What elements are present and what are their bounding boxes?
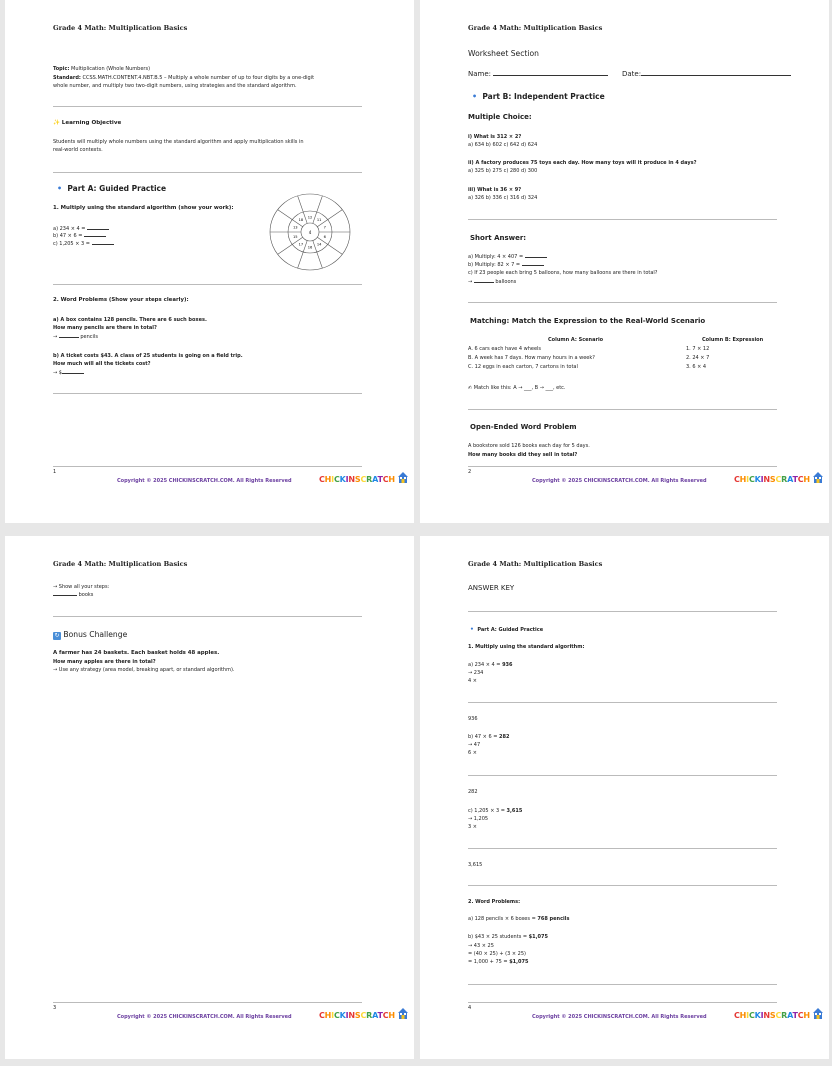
q2b-answer: → $ — [53, 370, 84, 377]
wheel-number: 16 — [307, 245, 313, 250]
footer-divider — [468, 1002, 777, 1003]
part-a-heading: • Part A: Guided Practice — [470, 626, 544, 633]
logo-letter: H — [388, 475, 395, 484]
sa-c: c) If 23 people each bring 5 balloons, how many balloons are there in total? — [468, 270, 658, 276]
logo-letter: A — [787, 475, 793, 484]
logo-letter: N — [763, 475, 770, 484]
copyright: Copyright © 2025 CHICKINSCRATCH.COM. All Rights Reserved — [117, 478, 292, 484]
mc1-options[interactable]: a) 634 b) 602 c) 642 d) 624 — [468, 142, 538, 148]
sa-c-answer: → balloons — [468, 279, 517, 285]
divider — [468, 885, 777, 886]
mc-title: Multiple Choice: — [468, 113, 532, 121]
logo-letter: N — [348, 475, 355, 484]
logo-letter: K — [754, 475, 761, 484]
answer-blank[interactable] — [62, 373, 84, 374]
divider — [468, 702, 777, 703]
q2b-line1: b) A ticket costs $43. A class of 25 students is going on a field trip. — [53, 353, 243, 359]
divider — [468, 775, 777, 776]
objective-heading: ✨ Learning Objective — [53, 120, 122, 126]
wheel-number: 11 — [316, 218, 322, 223]
wheel-center: 4 — [308, 230, 312, 235]
date-input[interactable] — [641, 75, 791, 76]
logo-letter: N — [348, 1011, 355, 1020]
logo-letter: C — [360, 475, 367, 484]
logo-letter: K — [339, 475, 346, 484]
logo-letter: T — [377, 1011, 383, 1020]
q2-title: 2. Word Problems: — [468, 899, 521, 905]
multiplication-wheel — [268, 192, 352, 272]
column-b-item: 1. 7 × 12 — [686, 346, 710, 352]
logo-letter: H — [803, 1011, 810, 1020]
wheel-number: 7 — [323, 225, 326, 230]
column-a-item: C. 12 eggs in each carton, 7 cartons in total — [468, 364, 578, 370]
word-answer-b-work3: = 1,000 + 75 = $1,075 — [468, 959, 529, 965]
logo-letter: S — [354, 475, 361, 484]
logo-letter: C — [333, 475, 340, 484]
logo-letter: C — [319, 1011, 325, 1020]
logo-letter: A — [787, 1011, 793, 1020]
logo-letter: K — [339, 1011, 346, 1020]
answer-c: c) 1,205 × 3 = 3,615 — [468, 808, 523, 814]
answer-key-title: ANSWER KEY — [468, 584, 515, 592]
wheel-number: 12 — [307, 215, 313, 220]
topic-line: Topic: Multiplication (Whole Numbers) — [53, 66, 151, 72]
logo-letter: I — [331, 1011, 334, 1020]
objective-text-1: Students will multiply whole numbers using the standard algorithm and apply multiplication skills in — [53, 139, 304, 145]
word-answer-b-work1: → 43 × 25 — [468, 943, 494, 949]
bullet-icon: • — [470, 626, 474, 633]
divider — [468, 611, 777, 612]
divider — [53, 106, 362, 107]
page-4 — [420, 536, 829, 1059]
logo-letter: C — [734, 1011, 740, 1020]
part-a-heading: • Part A: Guided Practice — [57, 184, 167, 193]
wheel-number: 6 — [323, 234, 326, 239]
brand-logo — [319, 1011, 395, 1020]
answer-a-result: 936 — [468, 716, 478, 722]
logo-letter: I — [760, 475, 764, 484]
standard-line-2: whole number, and multiply two two-digit numbers, using strategies and the standard algorithm. — [53, 83, 297, 89]
word-answer-b: b) $43 × 25 students = $1,075 — [468, 934, 548, 940]
show-steps: → Show all your steps: — [53, 584, 110, 590]
q1-title: 1. Multiply using the standard algorithm (show your work): — [53, 205, 234, 211]
open-ended-line2: How many books did they sell in total? — [468, 452, 578, 458]
answer-c-work2: 3 × — [468, 824, 477, 830]
word-answer-a: a) 128 pencils × 6 boxes = 768 pencils — [468, 916, 570, 922]
divider — [468, 302, 777, 303]
answer-blank[interactable] — [87, 229, 109, 230]
word-answer-b-work2: = (40 × 25) + (3 × 25) — [468, 951, 526, 957]
page-number: 1 — [53, 469, 57, 475]
divider — [53, 616, 362, 617]
answer-blank[interactable] — [59, 337, 79, 338]
logo-letter: R — [781, 475, 788, 484]
sparkle-icon: ✨ — [53, 120, 60, 126]
logo-letter: C — [319, 475, 325, 484]
answer-b: b) 47 × 6 = 282 — [468, 734, 510, 740]
logo-letter: H — [803, 475, 810, 484]
divider — [53, 172, 362, 173]
logo-letter: C — [775, 475, 782, 484]
logo-letter: R — [781, 1011, 788, 1020]
brand-logo — [319, 475, 395, 484]
logo-letter: C — [748, 1011, 755, 1020]
answer-c-result: 3,615 — [468, 862, 483, 868]
answer-a-work1: → 234 — [468, 670, 484, 676]
date-field: Date: — [622, 70, 791, 78]
objective-text-2: real-world contexts. — [53, 147, 103, 153]
q1-c: c) 1,205 × 3 = — [53, 241, 114, 248]
logo-letter: S — [769, 475, 776, 484]
divider — [53, 393, 362, 394]
mc2-options[interactable]: a) 325 b) 275 c) 280 d) 300 — [468, 168, 538, 174]
match-hint: ✍ Match like this: A → ___, B → ___, etc. — [468, 385, 566, 391]
wheel-number: 17 — [298, 242, 304, 247]
house-icon — [812, 1007, 824, 1020]
column-a-item: B. A week has 7 days. How many hours in a week? — [468, 355, 595, 361]
brand-logo — [734, 1011, 810, 1020]
q1-b: b) 47 × 6 = — [53, 233, 106, 240]
repeat-icon: ↻ — [54, 632, 60, 639]
wheel-number: 13 — [292, 225, 298, 230]
logo-letter: C — [734, 475, 740, 484]
logo-letter: H — [324, 475, 332, 484]
answer-b-work1: → 47 — [468, 742, 481, 748]
column-b-header: Column B: Expression — [702, 337, 764, 343]
logo-letter: I — [345, 475, 349, 484]
logo-letter: S — [354, 1011, 361, 1020]
logo-letter: C — [360, 1011, 367, 1020]
mc3-question: iii) What is 36 × 9? — [468, 187, 522, 193]
logo-letter: T — [377, 475, 383, 484]
logo-letter: I — [345, 1011, 349, 1020]
mc3-options[interactable]: a) 326 b) 336 c) 316 d) 324 — [468, 195, 538, 201]
q2-title: 2. Word Problems (Show your steps clearly): — [53, 297, 189, 303]
logo-letter: C — [382, 475, 389, 484]
answer-b-result: 282 — [468, 789, 478, 795]
answer-a: a) 234 × 4 = 936 — [468, 662, 513, 668]
page-header: Grade 4 Math: Multiplication Basics — [53, 24, 188, 32]
bullet-icon: • — [57, 184, 63, 193]
logo-letter: C — [333, 1011, 340, 1020]
logo-letter: R — [366, 1011, 373, 1020]
column-a-item: A. 6 cars each have 4 wheels — [468, 346, 542, 352]
bonus-line2: How many apples are there in total? — [53, 659, 156, 665]
column-b-item: 3. 6 × 4 — [686, 364, 707, 370]
column-a-header: Column A: Scenario — [548, 337, 604, 343]
page-1 — [5, 0, 414, 523]
logo-letter: N — [763, 1011, 770, 1020]
answer-blank[interactable] — [522, 265, 544, 266]
writing-hand-icon: ✍ — [468, 385, 473, 391]
name-field: Name: — [468, 70, 608, 78]
logo-letter: H — [324, 1011, 332, 1020]
mc1-question: i) What is 312 × 2? — [468, 134, 522, 140]
q2a-answer: → pencils — [53, 334, 98, 340]
logo-letter: C — [797, 475, 804, 484]
q2a-line2: How many pencils are there in total? — [53, 325, 157, 331]
matching-title: Matching: Match the Expression to the Real-World Scenario — [470, 317, 706, 325]
sa-a: a) Multiply: 4 × 407 = — [468, 254, 547, 261]
bonus-line1: A farmer has 24 baskets. Each basket holds 48 apples. — [53, 650, 220, 656]
page-number: 2 — [468, 469, 472, 475]
logo-letter: I — [760, 1011, 764, 1020]
logo-letter: S — [769, 1011, 776, 1020]
answer-a-work2: 4 × — [468, 678, 477, 684]
copyright: Copyright © 2025 CHICKINSCRATCH.COM. All Rights Reserved — [117, 1014, 292, 1020]
house-icon — [397, 471, 409, 484]
house-icon — [397, 1007, 409, 1020]
page-3 — [5, 536, 414, 1059]
page-header: Grade 4 Math: Multiplication Basics — [468, 24, 603, 32]
open-ended-line1: A bookstore sold 126 books each day for 5 days. — [468, 443, 590, 449]
answer-blank[interactable] — [525, 257, 547, 258]
q2a-line1: a) A box contains 128 pencils. There are 6 such boxes. — [53, 317, 207, 323]
logo-letter: C — [775, 1011, 782, 1020]
books-answer: books — [53, 592, 93, 599]
answer-b-work2: 6 × — [468, 750, 477, 756]
name-input[interactable] — [493, 75, 608, 76]
bonus-line3: → Use any strategy (area model, breaking apart, or standard algorithm). — [53, 667, 235, 673]
logo-letter: I — [746, 475, 749, 484]
logo-letter: K — [754, 1011, 761, 1020]
footer-divider — [468, 466, 777, 467]
worksheet-title: Worksheet Section — [468, 49, 539, 58]
divider — [468, 409, 777, 410]
divider — [468, 984, 777, 985]
standard-line: Standard: CCSS.MATH.CONTENT.4.NBT.B.5 – Multiply a whole number of up to four digits by a one-digit — [53, 75, 315, 81]
mc2-question: ii) A factory produces 75 toys each day. How many toys will it produce in 4 days? — [468, 160, 697, 166]
page-number: 4 — [468, 1005, 472, 1011]
logo-letter: C — [382, 1011, 389, 1020]
logo-letter: T — [792, 1011, 798, 1020]
answer-c-work1: → 1,205 — [468, 816, 489, 822]
logo-letter: T — [792, 475, 798, 484]
logo-letter: C — [797, 1011, 804, 1020]
q2b-line2: How much will all the tickets cost? — [53, 361, 151, 367]
footer-divider — [53, 466, 362, 467]
bonus-heading: ↻ Bonus Challenge — [54, 630, 128, 639]
brand-logo — [734, 475, 810, 484]
answer-blank[interactable] — [92, 244, 114, 245]
logo-letter: I — [331, 475, 334, 484]
column-b-item: 2. 24 × 7 — [686, 355, 710, 361]
answer-blank[interactable] — [84, 236, 106, 237]
page-number: 3 — [53, 1005, 57, 1011]
logo-letter: A — [372, 1011, 378, 1020]
bullet-icon: • — [472, 92, 478, 101]
copyright: Copyright © 2025 CHICKINSCRATCH.COM. All Rights Reserved — [532, 1014, 707, 1020]
sa-b: b) Multiply: 82 × 7 = — [468, 262, 544, 269]
logo-letter: R — [366, 475, 373, 484]
logo-letter: H — [388, 1011, 395, 1020]
answer-blank[interactable] — [474, 282, 494, 283]
copyright: Copyright © 2025 CHICKINSCRATCH.COM. All Rights Reserved — [532, 478, 707, 484]
open-ended-title: Open-Ended Word Problem — [470, 423, 577, 431]
logo-letter: A — [372, 475, 378, 484]
answer-blank[interactable] — [53, 595, 77, 596]
wheel-number: 15 — [292, 234, 298, 239]
wheel-number: 14 — [316, 242, 322, 247]
house-icon — [812, 471, 824, 484]
wheel-number: 18 — [298, 218, 304, 223]
q1-title: 1. Multiply using the standard algorithm: — [468, 644, 585, 650]
divider — [468, 848, 777, 849]
q1-a: a) 234 × 4 = — [53, 226, 109, 233]
logo-letter: H — [739, 1011, 747, 1020]
logo-letter: H — [739, 475, 747, 484]
logo-letter: C — [748, 475, 755, 484]
page-2 — [420, 0, 829, 523]
divider — [468, 219, 777, 220]
logo-letter: I — [746, 1011, 749, 1020]
short-answer-title: Short Answer: — [470, 234, 527, 242]
part-b-heading: • Part B: Independent Practice — [472, 92, 605, 101]
divider — [53, 284, 362, 285]
footer-divider — [53, 1002, 362, 1003]
page-header: Grade 4 Math: Multiplication Basics — [53, 560, 188, 568]
page-header: Grade 4 Math: Multiplication Basics — [468, 560, 603, 568]
